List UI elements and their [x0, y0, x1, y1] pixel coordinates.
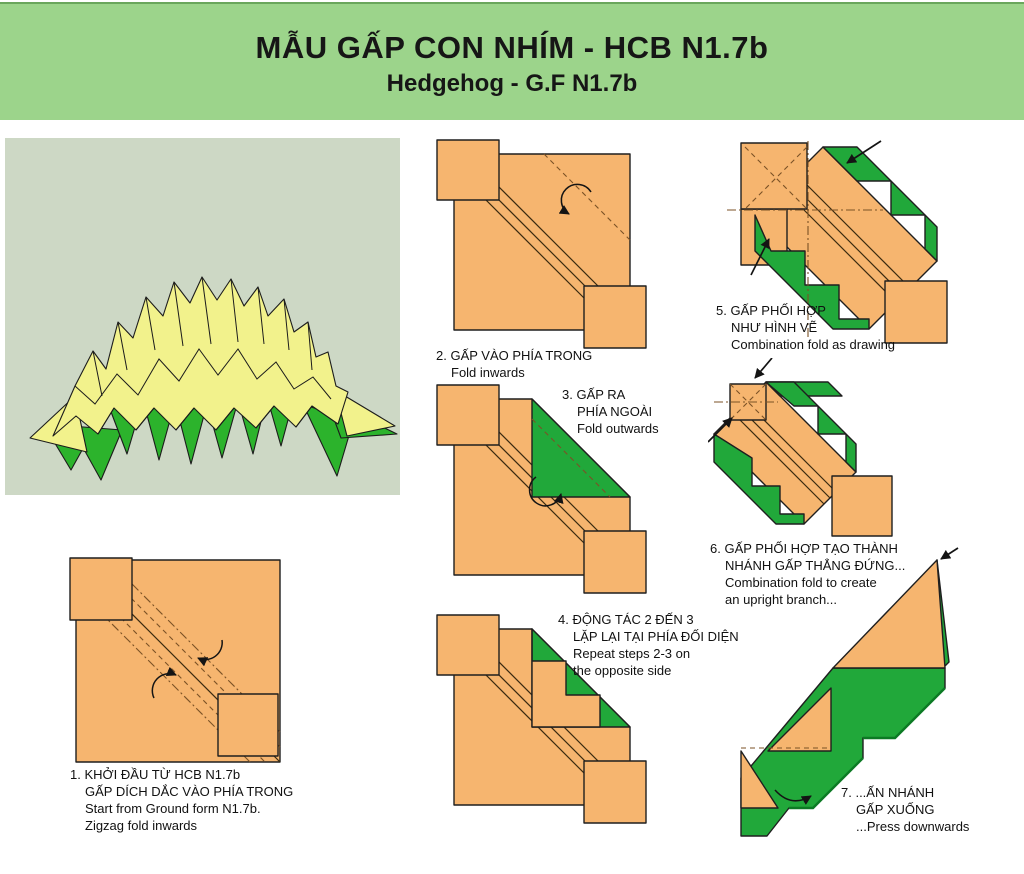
step-5-caption: 5. GẤP PHỐI HỢP NHƯ HÌNH VẼ Combination fold as drawing: [716, 303, 896, 353]
hedgehog-illustration: [5, 138, 400, 495]
step-6-caption: 6. GẤP PHỐI HỢP TẠO THÀNH NHÁNH GẤP THẲNG ĐỨNG... Combination fold to create an upright branch...: [710, 541, 906, 608]
step-6-diagram: [708, 358, 908, 538]
step-7-caption: 7. ...ẤN NHÁNH GẤP XUỐNG ...Press downwards: [841, 785, 970, 835]
finished-model-panel: [5, 138, 400, 495]
step-2-caption: 2. GẤP VÀO PHÍA TRONG Fold inwards: [436, 348, 593, 381]
press-arrow-icon: [941, 548, 958, 559]
page-header: [0, 2, 1024, 120]
title-english: Hedgehog - G.F N1.7b: [386, 70, 638, 97]
step-2-diagram: [432, 138, 662, 353]
step-1-diagram: [66, 548, 301, 773]
title-vietnamese: MẪU GẤP CON NHÍM - HCB N1.7b: [255, 30, 769, 65]
step-4-caption: 4. ĐỘNG TÁC 2 ĐẾN 3 LẶP LẠI TẠI PHÍA ĐỐI DIỆN Repeat steps 2-3 on the opposite side: [558, 612, 739, 679]
step-1-caption: 1. KHỞI ĐẦU TỪ HCB N1.7b GẤP DÍCH DẮC VÀO PHÍA TRONG Start from Ground form N1.7b. Zigzag fold inwards: [70, 767, 294, 834]
step-3-caption: 3. GẤP RA PHÍA NGOÀI Fold outwards: [562, 387, 659, 437]
